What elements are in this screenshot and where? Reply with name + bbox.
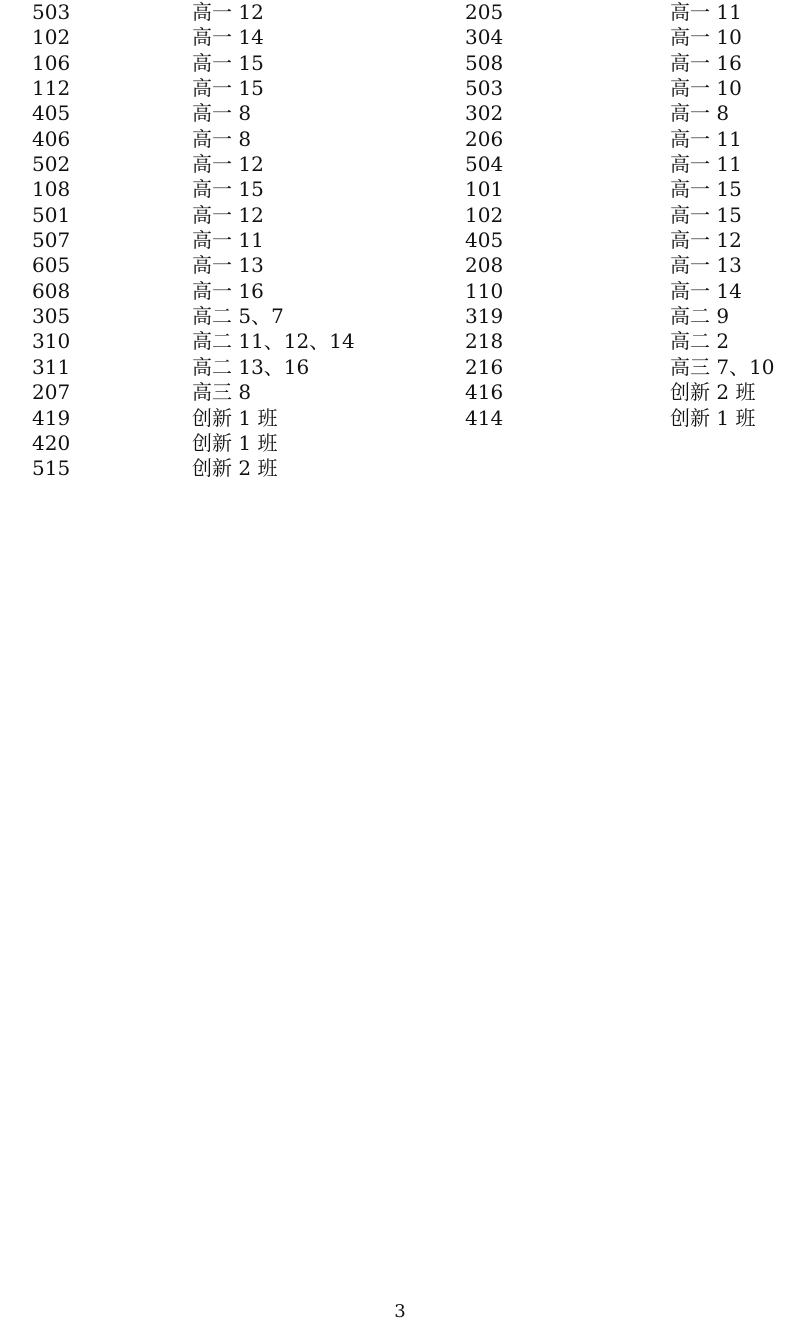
- class-label: 创新 1 班: [192, 430, 278, 455]
- class-label: 高一 11: [192, 228, 264, 253]
- class-label: 高一 12: [192, 152, 264, 177]
- class-label: 高三 8: [192, 380, 252, 405]
- list-item: [465, 304, 795, 329]
- list-item: [465, 152, 795, 177]
- room-number: 504: [465, 152, 504, 177]
- class-label: 高三 7、10: [670, 354, 775, 379]
- class-label: 高一 12: [192, 202, 264, 227]
- room-number: 216: [465, 354, 504, 379]
- room-number: 208: [465, 253, 504, 278]
- left-column: [32, 0, 452, 482]
- room-number: 503: [32, 0, 71, 24]
- list-item: [32, 101, 452, 126]
- list-item: [465, 355, 795, 380]
- room-number: 305: [32, 304, 71, 329]
- class-label: 高一 11: [670, 0, 742, 24]
- list-item: [465, 380, 795, 405]
- class-label: 高一 8: [192, 101, 252, 126]
- room-number: 414: [465, 405, 504, 430]
- room-number: 319: [465, 304, 504, 329]
- right-column: [465, 0, 795, 431]
- room-number: 416: [465, 380, 504, 405]
- class-label: 高一 15: [192, 177, 264, 202]
- room-number: 515: [32, 456, 71, 481]
- list-item: [32, 152, 452, 177]
- list-item: [32, 177, 452, 202]
- list-item: [465, 406, 795, 431]
- class-label: 高一 15: [192, 50, 264, 75]
- class-label: 创新 2 班: [192, 456, 278, 481]
- room-number: 302: [465, 101, 504, 126]
- list-item: [465, 0, 795, 25]
- list-item: [32, 51, 452, 76]
- room-number: 304: [465, 25, 504, 50]
- list-item: [465, 51, 795, 76]
- room-number: 102: [32, 25, 71, 50]
- class-label: 高一 12: [670, 228, 742, 253]
- class-label: 高二 13、16: [192, 354, 310, 379]
- list-item: [32, 228, 452, 253]
- class-label: 高一 16: [670, 50, 742, 75]
- page-number: 3: [394, 1301, 406, 1322]
- room-number: 101: [465, 177, 504, 202]
- class-label: 高一 13: [670, 253, 742, 278]
- list-item: [32, 355, 452, 380]
- class-label: 高二 11、12、14: [192, 329, 355, 354]
- room-number: 608: [32, 278, 71, 303]
- class-label: 高一 8: [670, 101, 730, 126]
- class-label: 创新 2 班: [670, 380, 756, 405]
- class-label: 高一 15: [670, 202, 742, 227]
- class-label: 高一 12: [192, 0, 264, 24]
- list-item: [32, 0, 452, 25]
- room-number: 112: [32, 76, 71, 101]
- list-item: [32, 329, 452, 354]
- room-number: 406: [32, 126, 71, 151]
- class-label: 高一 16: [192, 278, 264, 303]
- list-item: [32, 406, 452, 431]
- class-label: 高一 11: [670, 126, 742, 151]
- room-number: 207: [32, 380, 71, 405]
- list-item: [465, 101, 795, 126]
- list-item: [32, 25, 452, 50]
- room-number: 102: [465, 202, 504, 227]
- room-number: 502: [32, 152, 71, 177]
- class-label: 高一 10: [670, 76, 742, 101]
- list-item: [465, 25, 795, 50]
- class-label: 高一 14: [192, 25, 264, 50]
- room-number: 405: [32, 101, 71, 126]
- list-item: [465, 177, 795, 202]
- class-label: 创新 1 班: [192, 405, 278, 430]
- list-item: [465, 76, 795, 101]
- room-number: 205: [465, 0, 504, 24]
- list-item: [465, 203, 795, 228]
- list-item: [32, 304, 452, 329]
- class-label: 高一 13: [192, 253, 264, 278]
- room-number: 106: [32, 50, 71, 75]
- list-item: [32, 279, 452, 304]
- class-label: 高一 11: [670, 152, 742, 177]
- room-number: 419: [32, 405, 71, 430]
- class-label: 高一 10: [670, 25, 742, 50]
- room-number: 420: [32, 430, 71, 455]
- list-item: [32, 456, 452, 481]
- list-item: [465, 127, 795, 152]
- room-number: 310: [32, 329, 71, 354]
- list-item: [32, 253, 452, 278]
- room-number: 501: [32, 202, 71, 227]
- room-number: 507: [32, 228, 71, 253]
- list-item: [32, 76, 452, 101]
- room-number: 218: [465, 329, 504, 354]
- class-label: 高一 15: [670, 177, 742, 202]
- class-label: 高二 9: [670, 304, 730, 329]
- list-item: [32, 431, 452, 456]
- room-number: 206: [465, 126, 504, 151]
- class-label: 高二 2: [670, 329, 730, 354]
- class-label: 高一 15: [192, 76, 264, 101]
- list-item: [32, 380, 452, 405]
- room-number: 110: [465, 278, 504, 303]
- room-number: 311: [32, 354, 71, 379]
- list-item: [465, 329, 795, 354]
- list-item: [32, 127, 452, 152]
- class-label: 创新 1 班: [670, 405, 756, 430]
- list-item: [465, 279, 795, 304]
- class-label: 高二 5、7: [192, 304, 284, 329]
- room-number: 503: [465, 76, 504, 101]
- room-number: 508: [465, 50, 504, 75]
- list-item: [465, 228, 795, 253]
- class-label: 高一 14: [670, 278, 742, 303]
- room-number: 108: [32, 177, 71, 202]
- class-label: 高一 8: [192, 126, 252, 151]
- list-item: [32, 203, 452, 228]
- room-number: 605: [32, 253, 71, 278]
- list-item: [465, 253, 795, 278]
- room-number: 405: [465, 228, 504, 253]
